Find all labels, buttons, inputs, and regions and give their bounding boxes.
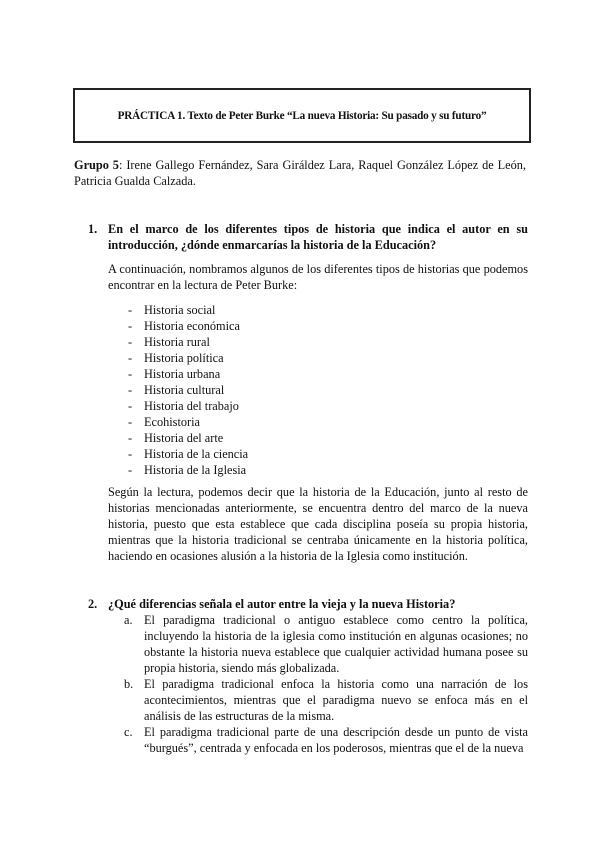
question-2-text: ¿Qué diferencias señala el autor entre la vieja y la nueva Historia?: [108, 597, 456, 611]
list-item: a. El paradigma tradicional o antiguo establece como centro la política, incluyendo la historia de la iglesia como institución en algunas ocasiones; no obstante la historia nueva establece que cualquier actividad humana posee su propia historia, siendo más globalizada.: [124, 613, 528, 675]
title-box: [73, 88, 531, 143]
history-types-list: [108, 302, 248, 478]
group-members: [74, 157, 526, 189]
document-title: PRÁCTICA 1. Texto de Peter Burke “La nueva Historia: Su pasado y su futuro”: [117, 109, 487, 122]
list-item: - Historia cultural: [128, 383, 225, 397]
list-item: - Historia política: [128, 351, 224, 365]
list-item: - Historia de la Iglesia: [128, 463, 247, 477]
list-item: - Historia rural: [128, 335, 210, 349]
question-1-number: 1.: [88, 222, 98, 236]
list-item: - Historia social: [128, 303, 216, 317]
list-item: - Ecohistoria: [128, 415, 201, 429]
question-2: [88, 596, 528, 612]
list-item: - Historia urbana: [128, 367, 221, 381]
list-item: c. El paradigma tradicional parte de una descripción desde un punto de vista “burgués”, centrada y enfocada en los poderosos, mientras que el de la nueva: [124, 725, 528, 755]
list-item: - Historia de la ciencia: [128, 447, 249, 461]
list-item: - Historia del trabajo: [128, 399, 239, 413]
question-1-text: En el marco de los diferentes tipos de historia que indica el autor en su introducción, ¿dónde enmarcarías la historia de la Educación?: [108, 222, 528, 252]
question-1-intro: A continuación, nombramos algunos de los diferentes tipos de historias que podemos encontrar en la lectura de Peter Burke:: [108, 262, 528, 292]
question-1-answer: Según la lectura, podemos decir que la historia de la Educación, junto al resto de historias mencionadas anteriormente, se encuentra dentro del marco de la nueva historia, puesto que esta establece que cada disciplina poseía su propia historia, mientras que la historia tradicional se centraba únicamente en la historia política, haciendo en ocasiones alusión a la historia de la Iglesia como institución.: [108, 485, 528, 563]
list-item: - Historia del arte: [128, 431, 224, 445]
question-1: [88, 221, 528, 253]
question-2-number: 2.: [88, 597, 98, 611]
group-member-names: : Irene Gallego Fernández, Sara Giráldez Lara, Raquel González López de León, Patricia Gualda Calzada.: [74, 158, 526, 188]
differences-list: [124, 612, 528, 756]
group-label: Grupo 5: [74, 158, 119, 172]
list-item: b. El paradigma tradicional enfoca la historia como una narración de los acontecimientos, mientras que el paradigma nuevo se enfoca más en el análisis de las estructuras de la misma.: [124, 677, 528, 723]
list-item: - Historia económica: [128, 319, 240, 333]
